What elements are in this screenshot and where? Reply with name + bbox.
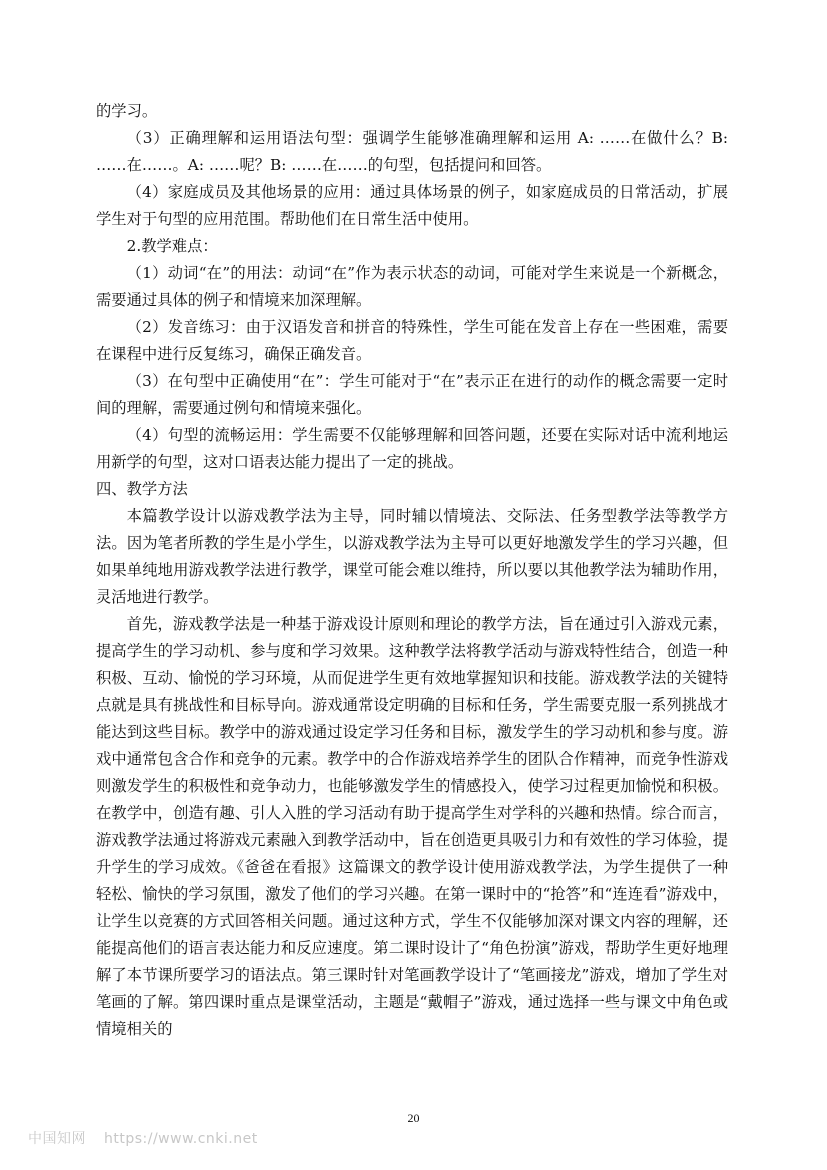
- paragraph: （4）句型的流畅运用：学生需要不仅能够理解和回答问题，还要在实际对话中流利地运用新学的句型，这对口语表达能力提出了一定的挑战。: [96, 426, 728, 471]
- watermark-site-name: 中国知网: [28, 1131, 86, 1147]
- watermark: [28, 1128, 258, 1148]
- watermark-url: https://www.cnki.net: [104, 1131, 258, 1147]
- subsection-heading: 2.教学难点：: [126, 237, 218, 255]
- paragraph: （3）正确理解和运用语法句型：强调学生能够准确理解和运用 A: ……在做什么？B: ……在……。A: ……呢？B: ……在……的句型，包括提问和回答。: [96, 129, 733, 174]
- section-heading: 四、教学方法: [96, 480, 188, 498]
- paragraph: 首先，游戏教学法是一种基于游戏设计原则和理论的教学方法，旨在通过引入游戏元素，提高学生的学习动机、参与度和学习效果。这种教学法将教学活动与游戏特性结合，创造一种积极、互动、愉悦的学习环境，从而促进学生更有效地掌握知识和技能。游戏教学法的关键特点就是具有挑战性和目标导向。游戏通常设定明确的目标和任务，学生需要克服一系列挑战才能达到这些目标。教学中的游戏通过设定学习任务和目标，激发学生的学习动机和参与度。游戏中通常包含合作和竞争的元素。教学中的合作游戏培养学生的团队合作精神，而竞争性游戏则激发学生的积极性和竞争动力，也能够激发学生的情感投入，使学习过程更加愉悦和积极。在教学中，创造有趣、引人入胜的学习活动有助于提高学生对学科的兴趣和热情。综合而言，游戏教学法通过将游戏元素融入到教学活动中，旨在创造更具吸引力和有效性的学习体验，提升学生的学习成效。《爸爸在看报》这篇课文的教学设计使用游戏教学法，为学生提供了一种轻松、愉快的学习氛围，激发了他们的学习兴趣。在第一课时中的“抢答”和“连连看”游戏中，让学生以竞赛的方式回答相关问题。通过这种方式，学生不仅能够加深对课文内容的理解，还能提高他们的语言表达能力和反应速度。第二课时设计了“角色扮演”游戏，帮助学生更好地理解了本节课所要学习的语法点。第三课时针对笔画教学设计了“笔画接龙”游戏，增加了学生对笔画的了解。第四课时重点是课堂活动，主题是“戴帽子”游戏，通过选择一些与课文中角色或情境相关的: [96, 615, 728, 1038]
- page-number: 20: [407, 1111, 420, 1125]
- paragraph: （1）动词“在”的用法：动词“在”作为表示状态的动词，可能对学生来说是一个新概念，需要通过具体的例子和情境来加深理解。: [96, 264, 728, 309]
- page-body: [96, 98, 733, 1043]
- paragraph: （4）家庭成员及其他场景的应用：通过具体场景的例子，如家庭成员的日常活动，扩展学生对于句型的应用范围。帮助他们在日常生活中使用。: [96, 183, 728, 228]
- paragraph: 本篇教学设计以游戏教学法为主导，同时辅以情境法、交际法、任务型教学法等教学方法。因为笔者所教的学生是小学生，以游戏教学法为主导可以更好地激发学生的学习兴趣，但如果单纯地用游戏教学法进行教学，课堂可能会难以维持，所以要以其他教学法为辅助作用，灵活地进行教学。: [96, 507, 728, 606]
- paragraph: （3）在句型中正确使用“在”：学生可能对于“在”表示正在进行的动作的概念需要一定时间的理解，需要通过例句和情境来强化。: [96, 372, 728, 417]
- paragraph: 的学习。: [96, 102, 158, 120]
- paragraph: （2）发音练习：由于汉语发音和拼音的特殊性，学生可能在发音上存在一些困难，需要在课程中进行反复练习，确保正确发音。: [96, 318, 728, 363]
